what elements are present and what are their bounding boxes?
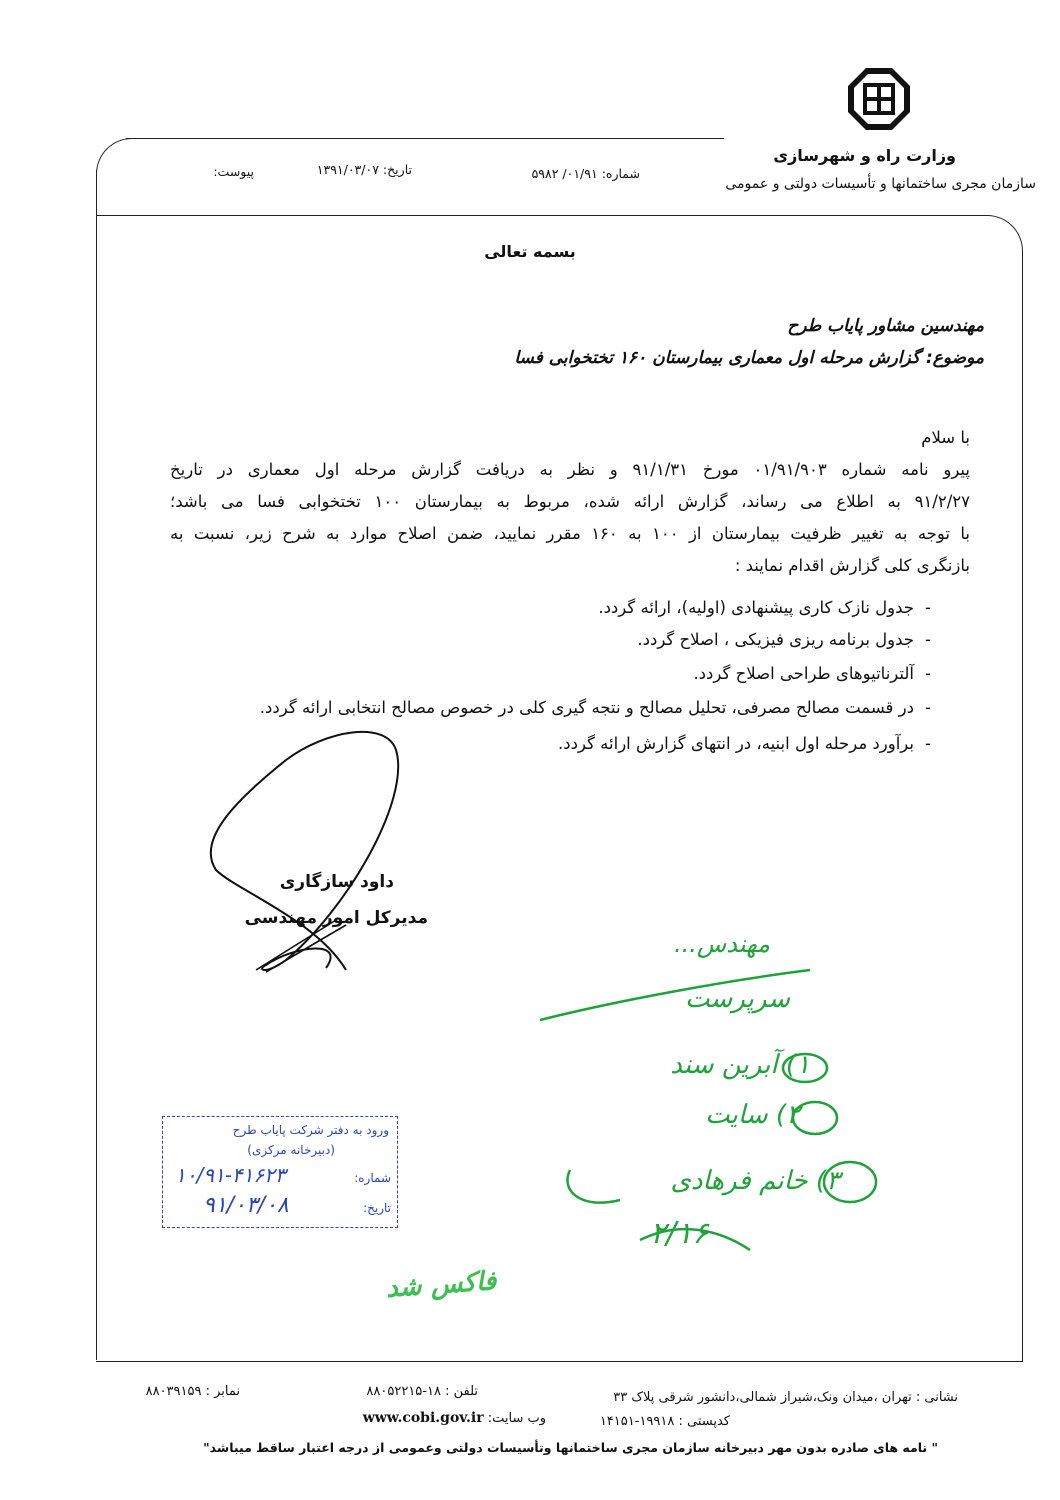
paragraph-line-4: بازنگری کلی گزارش اقدام نمایند : — [734, 556, 970, 575]
signature-scribble — [196, 720, 436, 980]
footer-phone: تلفن : ۱۸-۸۸۰۵۲۲۱۵ — [366, 1384, 478, 1399]
stamp-date-value: ۹۱/۰۳/۰۸ — [203, 1193, 289, 1218]
list-item: -جدول برنامه ریزی فیزیکی ، اصلاح گردد. — [637, 630, 931, 649]
letter-number — [532, 166, 640, 181]
ministry-name: وزارت راه و شهرسازی — [773, 146, 956, 165]
footer-notice: " نامه های صادره بدون مهر دبیرخانه سازمان مجری ساختمانها وتأسیسات دولتی وعمومی از درجه اعتبار ساقط میباشد" — [203, 1440, 938, 1455]
footer-website-link[interactable]: www.cobi.gov.ir — [362, 1410, 484, 1426]
footer-address: نشانی : تهران ،میدان ونک،شیراز شمالی،دانشور شرقی پلاک ۳۳ — [613, 1390, 958, 1405]
logo-emblem-icon — [846, 66, 912, 132]
signatory-name: داود سازگاری — [279, 872, 394, 892]
letter-number-label: شماره: — [601, 166, 640, 181]
greeting: با سلام — [921, 428, 970, 447]
letter-date-value: ۱۳۹۱/۰۳/۰۷ — [316, 162, 379, 177]
recipient: مهندسین مشاور پایاب طرح — [787, 316, 984, 336]
stamp-subtitle: (دبیرخانه مرکزی) — [247, 1143, 335, 1157]
handwritten-item-3: ۳) خانم فرهادی — [670, 1166, 840, 1196]
footer-postal: کدپستی : ۱۹۹۱۸-۱۴۱۵۱ — [599, 1414, 730, 1429]
list-item-text: جدول نازک کاری پیشنهادی (اولیه)، ارائه گردد. — [598, 598, 914, 617]
list-item: -در قسمت مصالح مصرفی، تحلیل مصالح و نتجه گیری کلی در خصوص مصالح انتخابی ارائه گردد. — [259, 698, 931, 717]
footer-website — [363, 1410, 546, 1426]
body-paragraph — [170, 454, 970, 582]
receipt-stamp — [162, 1116, 398, 1228]
paragraph-line-3: با توجه به تغییر ظرفیت بیمارستان از ۱۰۰ به ۱۶۰ مقرر نمایید، ضمن اصلاح موارد به شرح زیر، نسبت به — [170, 524, 970, 543]
letter-number-value: ۰۱/۹۱/ ۵۹۸۲ — [531, 166, 598, 181]
list-item: -آلترناتیوهای طراحی اصلاح گردد. — [693, 664, 931, 683]
paragraph-line-1: پیرو نامه شماره ۰۱/۹۱/۹۰۳ مورخ ۹۱/۱/۳۱ و نظر به دریافت گزارش مرحله اول معماری در تاریخ — [170, 460, 971, 479]
list-item: -جدول نازک کاری پیشنهادی (اولیه)، ارائه گردد. — [598, 598, 931, 617]
footer-website-label: وب سایت: — [487, 1411, 546, 1426]
handwritten-date: ۲/۱۶ — [650, 1216, 709, 1251]
invocation: بسمه تعالی — [484, 242, 576, 261]
letter-attachment: پیوست: — [213, 164, 254, 179]
handwritten-item-1: ۱) آبرین سند — [670, 1050, 810, 1080]
footer-fax: نمابر : ۸۸۰۳۹۱۵۹ — [145, 1384, 240, 1399]
handwritten-line-2: سرپرست — [684, 984, 790, 1014]
stamp-number-label: شماره: — [354, 1171, 391, 1185]
organization-name: سازمان مجری ساختمانها و تأسیسات دولتی و عمومی — [725, 176, 1036, 192]
handwritten-line-1: مهندس... — [674, 930, 770, 958]
handwritten-item-2: ۲) سایت — [705, 1100, 800, 1130]
list-item: -برآورد مرحله اول ابنیه، در انتهای گزارش ارائه گردد. — [558, 734, 931, 753]
frame-top-line — [126, 138, 724, 139]
handwritten-notes — [500, 920, 920, 1260]
list-item-text: برآورد مرحله اول ابنیه، در انتهای گزارش ارائه گردد. — [558, 734, 914, 753]
list-item-text: در قسمت مصالح مصرفی، تحلیل مصالح و نتجه گیری کلی در خصوص مصالح انتخابی ارائه گردد. — [259, 698, 914, 717]
stamp-title: ورود به دفتر شرکت پایاب طرح — [232, 1123, 389, 1137]
list-item-text: جدول برنامه ریزی فیزیکی ، اصلاح گردد. — [637, 630, 914, 649]
subject: موضوع: گزارش مرحله اول معماری بیمارستان ۱۶۰ تختخوابی فسا — [514, 348, 984, 368]
ministry-logo — [846, 66, 912, 132]
stamp-date-label: تاریخ: — [363, 1201, 391, 1215]
letter-date-label: تاریخ: — [382, 162, 412, 177]
paragraph-line-2: ۹۱/۲/۲۷ به اطلاع می رساند، گزارش ارائه شده، مربوط به بیمارستان ۱۰۰ تختخوابی فسا می باشد؛ — [170, 492, 970, 511]
frame-corner — [96, 138, 137, 179]
handwriting-strokes-icon — [500, 920, 920, 1260]
list-item-text: آلترناتیوهای طراحی اصلاح گردد. — [693, 664, 914, 683]
fax-stamp: فاکس شد — [385, 1266, 498, 1304]
stamp-number-value: ۱۰/۹۱-۴۱۶۲۳ — [175, 1163, 286, 1187]
letter-date — [317, 162, 412, 177]
signatory-title: مدیرکل امور مهندسی — [244, 908, 428, 928]
